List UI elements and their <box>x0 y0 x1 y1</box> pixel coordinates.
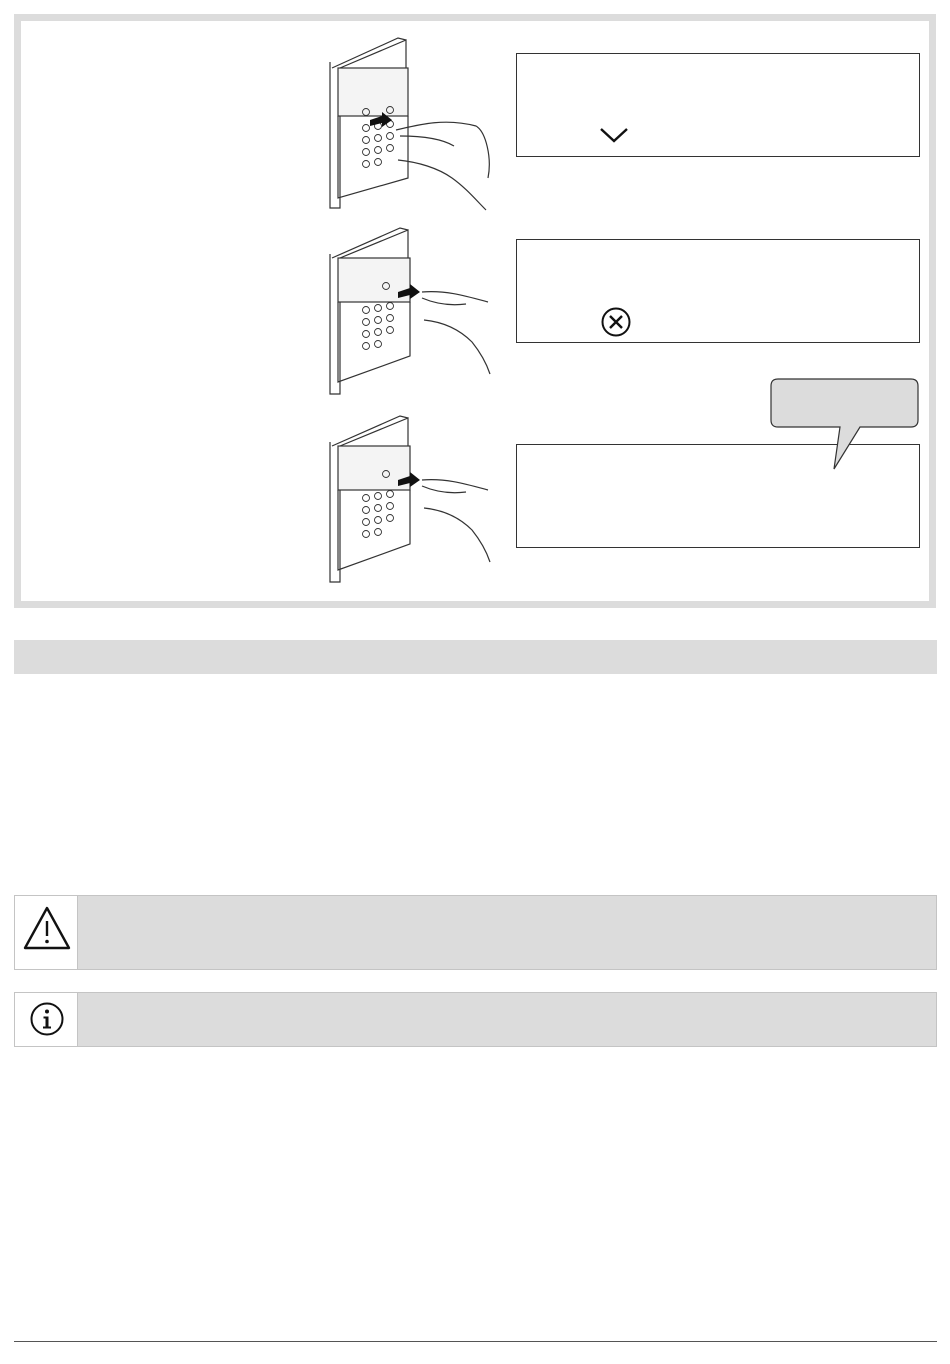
keypad-illustration-press-key-again <box>326 400 496 590</box>
footer-rule <box>14 1341 937 1342</box>
speech-bubble <box>770 378 920 472</box>
keypad-illustration-press-key <box>326 28 496 218</box>
info-icon-cell <box>15 993 78 1046</box>
cross-circle-icon <box>600 306 632 338</box>
checkmark-icon <box>599 126 629 144</box>
section-header-bar <box>14 640 937 674</box>
display-box-step-1 <box>516 53 920 157</box>
warning-triangle-icon <box>22 905 72 951</box>
keypad-illustration-press-cancel <box>326 212 496 402</box>
warning-note <box>14 895 937 970</box>
display-box-step-2 <box>516 239 920 343</box>
warning-icon-cell <box>15 896 78 969</box>
info-circle-icon <box>29 1001 65 1037</box>
info-note <box>14 992 937 1047</box>
